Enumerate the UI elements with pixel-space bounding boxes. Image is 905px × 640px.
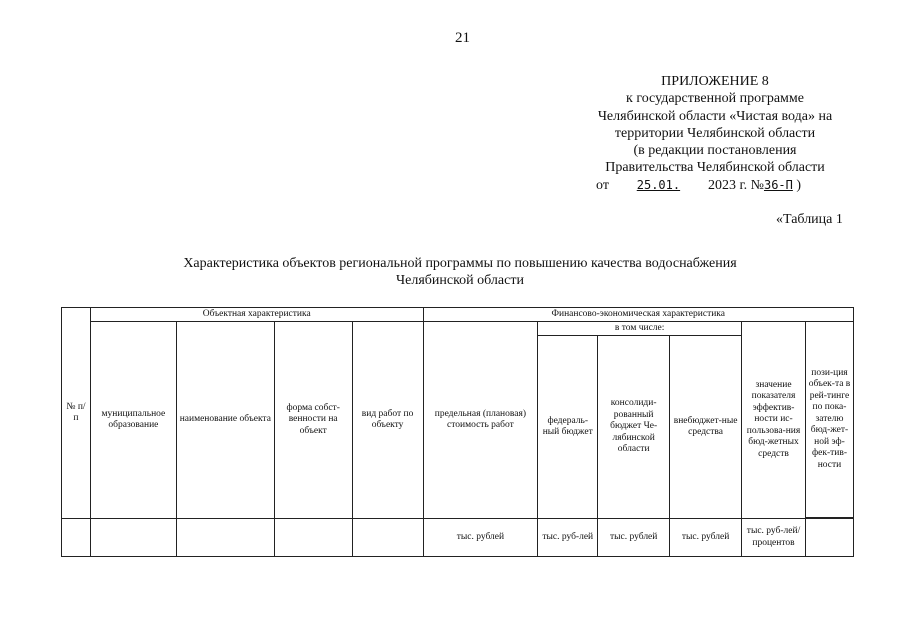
year-text: 2023 г. №	[707, 177, 764, 193]
header-work-type: вид работ по объекту	[352, 322, 423, 519]
header-ownership: форма собст-венности на объект	[274, 322, 352, 519]
appendix-block	[580, 73, 850, 194]
unit-cell-empty	[62, 519, 91, 557]
unit-cell-empty	[805, 519, 853, 557]
page-number: 21	[455, 30, 470, 46]
header-federal: федераль-ный бюджет	[538, 336, 598, 519]
appendix-line: к государственной программе	[626, 91, 804, 107]
title-line-2: Челябинской области	[396, 273, 524, 288]
group-finance-header: Финансово-экономическая характеристика	[423, 308, 854, 322]
appendix-line: Правительства Челябинской области	[605, 160, 825, 176]
appendix-line: Челябинской области «Чистая вода» на	[597, 108, 833, 124]
col-number-header: № п/п	[62, 308, 91, 519]
appendix-title: ПРИЛОЖЕНИЕ 8	[661, 74, 769, 89]
header-object-name: наименование объекта	[176, 322, 274, 519]
unit-cell-empty	[176, 519, 274, 557]
header-cost: предельная (плановая) стоимость работ	[423, 322, 538, 519]
header-extra-budget: внебюджет-ные средства	[670, 336, 742, 519]
header-efficiency: значение показателя эффектив-ности ис-пользова-ния бюд-жетных средств	[742, 322, 806, 519]
header-in-that-number: в том числе:	[538, 322, 742, 336]
unit-consolidated: тыс. рублей	[598, 519, 670, 557]
number-value: 36-П	[763, 177, 793, 192]
unit-efficiency: тыс. руб-лей/ процентов	[742, 519, 806, 557]
unit-cell-empty	[352, 519, 423, 557]
appendix-line: территории Челябинской области	[614, 125, 816, 141]
unit-cell-empty	[90, 519, 176, 557]
unit-cost: тыс. рублей	[423, 519, 538, 557]
appendix-date-line	[580, 177, 850, 194]
group-object-header: Объектная характеристика	[90, 308, 423, 322]
appendix-line: (в редакции постановления	[633, 143, 797, 159]
closing-paren: )	[796, 177, 802, 193]
header-rating: пози-ция объек-та в рей-тинге по пока-зателю бюд-жет-ной эф-фек-тив-ности	[805, 322, 853, 518]
characteristics-table	[61, 307, 854, 557]
header-consolidated: консолиди-рованный бюджет Че-лябинской области	[598, 336, 670, 519]
header-municipality: муниципальное образование	[90, 322, 176, 519]
unit-extra-budget: тыс. рублей	[670, 519, 742, 557]
date-value: 25.01.	[636, 177, 681, 192]
table-label: «Таблица 1	[776, 212, 843, 227]
document-title	[90, 255, 830, 289]
date-prefix: от	[596, 177, 609, 193]
unit-federal: тыс. руб-лей	[538, 519, 598, 557]
title-line-1: Характеристика объектов региональной программы по повышению качества водоснабжения	[183, 256, 737, 271]
unit-cell-empty	[274, 519, 352, 557]
